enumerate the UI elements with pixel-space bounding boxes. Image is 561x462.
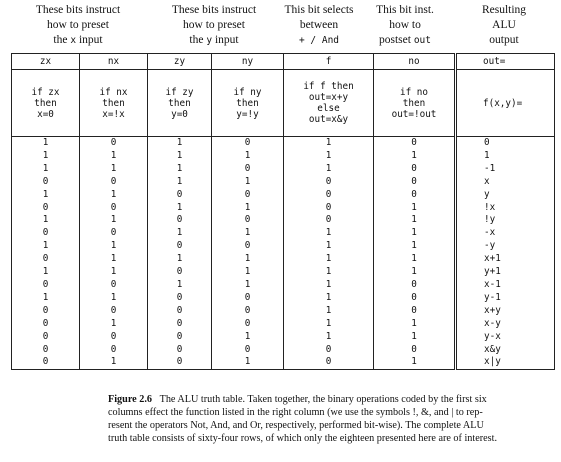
cell-no: 0	[374, 279, 456, 292]
cell-ny: 1	[212, 331, 284, 344]
cell-nx: 1	[80, 150, 148, 163]
cell-zx: 0	[12, 227, 80, 240]
cell-nx: 0	[80, 344, 148, 357]
cell-no: 1	[374, 227, 456, 240]
group-header-line: ALU	[492, 19, 516, 31]
op-line: x=!x	[102, 108, 125, 120]
cell-out: x-y	[456, 318, 555, 331]
cell-zx: 0	[12, 331, 80, 344]
op-line: if zy	[165, 86, 194, 98]
op-line: y=0	[171, 108, 188, 120]
cell-zx: 1	[12, 266, 80, 279]
cell-zy: 0	[148, 292, 212, 305]
cell-zx: 0	[12, 318, 80, 331]
cell-ny: 0	[212, 189, 284, 202]
cell-ny: 0	[212, 137, 284, 150]
table-row	[12, 137, 555, 150]
cell-f: 0	[284, 344, 374, 357]
cell-ny: 0	[212, 318, 284, 331]
cell-f: 1	[284, 279, 374, 292]
cell-zy: 1	[148, 176, 212, 189]
cell-no: 0	[374, 137, 456, 150]
group-header-line	[150, 33, 278, 48]
cell-zy: 0	[148, 344, 212, 357]
caption-text: The ALU truth table. Taken together, the binary operations coded by the first six	[159, 394, 487, 405]
cell-out: x+y	[456, 305, 555, 318]
cell-ny: 1	[212, 266, 284, 279]
cell-out: -x	[456, 227, 555, 240]
cell-f: 1	[284, 163, 374, 176]
cell-ny: 1	[212, 253, 284, 266]
op-cell-nx	[80, 70, 148, 137]
alu-truth-table	[11, 53, 555, 370]
cell-f: 1	[284, 137, 374, 150]
group-header-line: how to preset	[183, 19, 245, 31]
cell-out: x&y	[456, 344, 555, 357]
cell-ny: 0	[212, 240, 284, 253]
op-line: y=!y	[236, 108, 259, 120]
cell-f: 1	[284, 227, 374, 240]
cell-zy: 1	[148, 163, 212, 176]
table-row	[12, 150, 555, 163]
cell-out: !y	[456, 214, 555, 227]
column-header-zx: zx	[12, 54, 80, 70]
cell-no: 0	[374, 176, 456, 189]
group-header-mono: + / And	[298, 35, 340, 46]
op-cell-out	[456, 70, 555, 137]
table-row	[12, 189, 555, 202]
table-row	[12, 305, 555, 318]
group-header-line: between	[299, 19, 339, 31]
group-header-line	[14, 33, 142, 48]
group-header-line: how to	[389, 19, 421, 31]
cell-zx: 0	[12, 176, 80, 189]
group-header-mono: out	[413, 35, 431, 46]
cell-out: x	[456, 176, 555, 189]
cell-ny: 1	[212, 279, 284, 292]
op-cell-ny	[212, 70, 284, 137]
cell-no: 1	[374, 202, 456, 215]
op-line: f(x,y)=	[483, 97, 523, 109]
cell-zx: 0	[12, 279, 80, 292]
cell-zy: 0	[148, 214, 212, 227]
op-line: else	[317, 103, 340, 114]
op-line: out=x&y	[308, 114, 349, 125]
column-header-nx: nx	[80, 54, 148, 70]
group-header-mono: x	[70, 35, 77, 46]
group-header-text: input	[212, 34, 239, 46]
table-row	[12, 202, 555, 215]
table-row	[12, 253, 555, 266]
group-header-line	[362, 33, 448, 48]
cell-no: 0	[374, 344, 456, 357]
cell-zy: 0	[148, 331, 212, 344]
cell-zy: 1	[148, 137, 212, 150]
op-line: if nx	[99, 86, 128, 98]
cell-ny: 1	[212, 176, 284, 189]
cell-no: 0	[374, 163, 456, 176]
cell-nx: 1	[80, 189, 148, 202]
cell-ny: 1	[212, 202, 284, 215]
cell-f: 1	[284, 253, 374, 266]
group-header-line: how to preset	[47, 19, 109, 31]
cell-f: 1	[284, 266, 374, 279]
table-row	[12, 356, 555, 369]
group-header-no	[362, 3, 448, 48]
cell-zy: 0	[148, 240, 212, 253]
cell-nx: 1	[80, 292, 148, 305]
op-line: then	[34, 97, 57, 109]
cell-no: 1	[374, 214, 456, 227]
cell-no: 0	[374, 189, 456, 202]
cell-zx: 0	[12, 202, 80, 215]
cell-nx: 0	[80, 227, 148, 240]
cell-ny: 1	[212, 150, 284, 163]
cell-out: -1	[456, 163, 555, 176]
cell-out: 1	[456, 150, 555, 163]
cell-nx: 1	[80, 266, 148, 279]
op-line: out=x+y	[308, 92, 349, 103]
op-cell-f	[284, 70, 374, 137]
cell-out: y-1	[456, 292, 555, 305]
column-header-out: out=	[456, 54, 555, 70]
cell-f: 0	[284, 176, 374, 189]
cell-no: 1	[374, 253, 456, 266]
op-line: if ny	[233, 86, 262, 98]
figure-label: Figure 2.6	[108, 394, 152, 405]
cell-nx: 0	[80, 331, 148, 344]
table-row	[12, 266, 555, 279]
group-header-line: These bits instruct	[171, 4, 257, 16]
group-header-out	[466, 3, 542, 48]
cell-no: 1	[374, 318, 456, 331]
op-line: if zx	[31, 86, 60, 98]
cell-zx: 0	[12, 253, 80, 266]
group-header-line: This bit selects	[284, 4, 354, 16]
op-line: then	[102, 97, 125, 109]
cell-ny: 0	[212, 344, 284, 357]
table-row	[12, 227, 555, 240]
cell-zy: 0	[148, 189, 212, 202]
op-line: then	[402, 97, 426, 109]
group-header-mono: y	[206, 35, 213, 46]
cell-f: 1	[284, 331, 374, 344]
cell-zx: 1	[12, 189, 80, 202]
cell-ny: 0	[212, 292, 284, 305]
cell-f: 0	[284, 189, 374, 202]
column-header-row	[12, 54, 555, 70]
cell-zy: 0	[148, 356, 212, 369]
cell-no: 0	[374, 305, 456, 318]
table-row	[12, 318, 555, 331]
figure-caption	[108, 393, 554, 445]
cell-zy: 0	[148, 305, 212, 318]
cell-f: 1	[284, 150, 374, 163]
cell-zx: 1	[12, 150, 80, 163]
cell-f: 0	[284, 214, 374, 227]
group-header-y	[150, 3, 278, 48]
group-header-line	[466, 33, 542, 48]
cell-nx: 1	[80, 214, 148, 227]
cell-zx: 0	[12, 356, 80, 369]
cell-ny: 1	[212, 356, 284, 369]
cell-no: 1	[374, 266, 456, 279]
op-cell-zx	[12, 70, 80, 137]
table-row	[12, 176, 555, 189]
cell-zx: 1	[12, 137, 80, 150]
column-header-zy: zy	[148, 54, 212, 70]
cell-no: 1	[374, 331, 456, 344]
cell-f: 1	[284, 318, 374, 331]
cell-zy: 1	[148, 279, 212, 292]
cell-out: !x	[456, 202, 555, 215]
cell-ny: 0	[212, 305, 284, 318]
table-row	[12, 292, 555, 305]
cell-f: 1	[284, 305, 374, 318]
table-row	[12, 163, 555, 176]
cell-zx: 0	[12, 305, 80, 318]
cell-nx: 1	[80, 253, 148, 266]
table-row	[12, 344, 555, 357]
cell-nx: 0	[80, 305, 148, 318]
op-line: then	[168, 97, 191, 109]
cell-zx: 1	[12, 240, 80, 253]
cell-no: 1	[374, 150, 456, 163]
cell-nx: 0	[80, 279, 148, 292]
op-line: if f then	[303, 81, 354, 92]
cell-zx: 1	[12, 292, 80, 305]
cell-zy: 1	[148, 150, 212, 163]
cell-out: -y	[456, 240, 555, 253]
group-header-x	[14, 3, 142, 48]
caption-line: resent the operators Not, And, and Or, respectively, performed bit-wise). The complete ALU	[108, 420, 484, 431]
cell-ny: 0	[212, 214, 284, 227]
cell-f: 0	[284, 202, 374, 215]
column-header-f: f	[284, 54, 374, 70]
column-header-ny: ny	[212, 54, 284, 70]
cell-out: x-1	[456, 279, 555, 292]
op-line: x=0	[37, 108, 54, 120]
group-header-text: output	[489, 34, 519, 46]
cell-out: x|y	[456, 356, 555, 369]
cell-f: 0	[284, 356, 374, 369]
cell-zx: 1	[12, 214, 80, 227]
cell-nx: 0	[80, 137, 148, 150]
cell-out: 0	[456, 137, 555, 150]
caption-line	[108, 393, 554, 406]
table-row	[12, 214, 555, 227]
cell-zy: 0	[148, 318, 212, 331]
table-row	[12, 331, 555, 344]
group-header-f	[276, 3, 362, 48]
cell-no: 1	[374, 356, 456, 369]
cell-nx: 0	[80, 202, 148, 215]
table-row	[12, 279, 555, 292]
op-line: if no	[400, 86, 428, 98]
group-header-line	[276, 33, 362, 48]
op-cell-no	[374, 70, 456, 137]
cell-zy: 0	[148, 266, 212, 279]
cell-zx: 1	[12, 163, 80, 176]
cell-f: 1	[284, 240, 374, 253]
cell-nx: 1	[80, 163, 148, 176]
cell-f: 1	[284, 292, 374, 305]
group-header-text: input	[76, 34, 103, 46]
cell-out: x+1	[456, 253, 555, 266]
operation-row	[12, 70, 555, 137]
cell-nx: 1	[80, 240, 148, 253]
cell-ny: 0	[212, 163, 284, 176]
op-line: out=!out	[391, 108, 437, 120]
column-header-no: no	[374, 54, 456, 70]
group-header-text: postset	[379, 34, 414, 46]
group-header-line: This bit inst.	[376, 4, 434, 16]
table-row	[12, 240, 555, 253]
cell-out: y+1	[456, 266, 555, 279]
cell-zx: 0	[12, 344, 80, 357]
cell-zy: 1	[148, 253, 212, 266]
caption-line: truth table consists of sixty-four rows, of which only the eighteen presented here are of interest.	[108, 433, 497, 444]
cell-nx: 0	[80, 176, 148, 189]
group-header-text: the	[53, 34, 71, 46]
caption-line: columns effect the function listed in the right column (we use the symbols !, &, and | to rep-	[108, 407, 483, 418]
cell-out: y	[456, 189, 555, 202]
truth-table-body	[12, 137, 555, 370]
cell-nx: 1	[80, 318, 148, 331]
group-header-line: These bits instruct	[35, 4, 121, 16]
group-header-text: the	[189, 34, 207, 46]
cell-ny: 1	[212, 227, 284, 240]
cell-zy: 1	[148, 227, 212, 240]
cell-nx: 1	[80, 356, 148, 369]
op-line: then	[236, 97, 259, 109]
cell-no: 1	[374, 240, 456, 253]
cell-zy: 1	[148, 202, 212, 215]
op-cell-zy	[148, 70, 212, 137]
cell-out: y-x	[456, 331, 555, 344]
cell-no: 0	[374, 292, 456, 305]
group-header-line: Resulting	[481, 4, 527, 16]
